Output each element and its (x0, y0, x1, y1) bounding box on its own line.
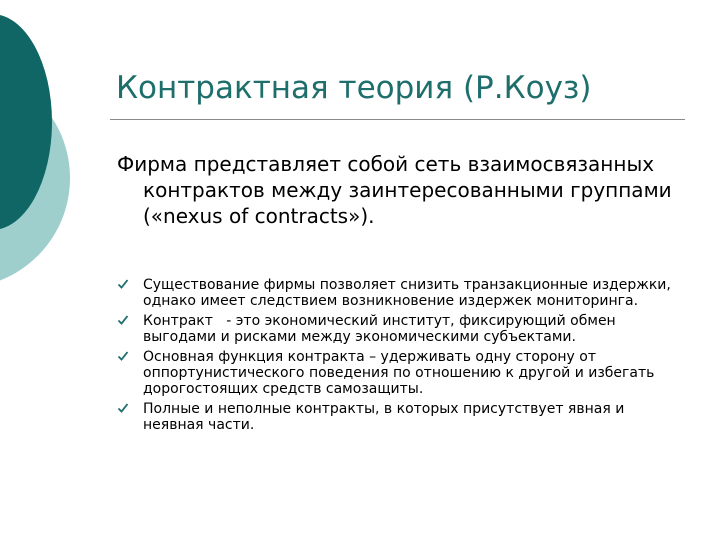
lead-paragraph: Фирма представляет собой сеть взаимосвязанных контрактов между заинтересованными группами («nexus of contracts»). (117, 152, 672, 228)
checkmark-icon (117, 314, 129, 326)
list-item (117, 401, 687, 433)
list-item-text: Основная функция контракта – удерживать одну сторону от оппортунистического поведения по отношению к другой и избегать дорогостоящих средств самозащиты. (143, 349, 655, 397)
title-divider (110, 119, 685, 120)
checkmark-icon (117, 402, 129, 414)
checkmark-icon (117, 278, 129, 290)
list-item (117, 277, 687, 309)
slide-title: Контрактная теория (Р.Коуз) (116, 70, 592, 106)
list-item-text: Полные и неполные контракты, в которых присутствует явная и неявная части. (143, 401, 625, 433)
list-item-text: Существование фирмы позволяет снизить транзакционные издержки, однако имеет следствием возникновение издержек мониторинга. (143, 277, 671, 309)
bullet-list (117, 277, 687, 437)
list-item (117, 349, 687, 397)
checkmark-icon (117, 350, 129, 362)
list-item (117, 313, 687, 345)
list-item-text: Контракт - это экономический институт, фиксирующий обмен выгодами и рисками между экономическими субъектами. (143, 313, 621, 345)
decorative-circles (0, 0, 90, 300)
